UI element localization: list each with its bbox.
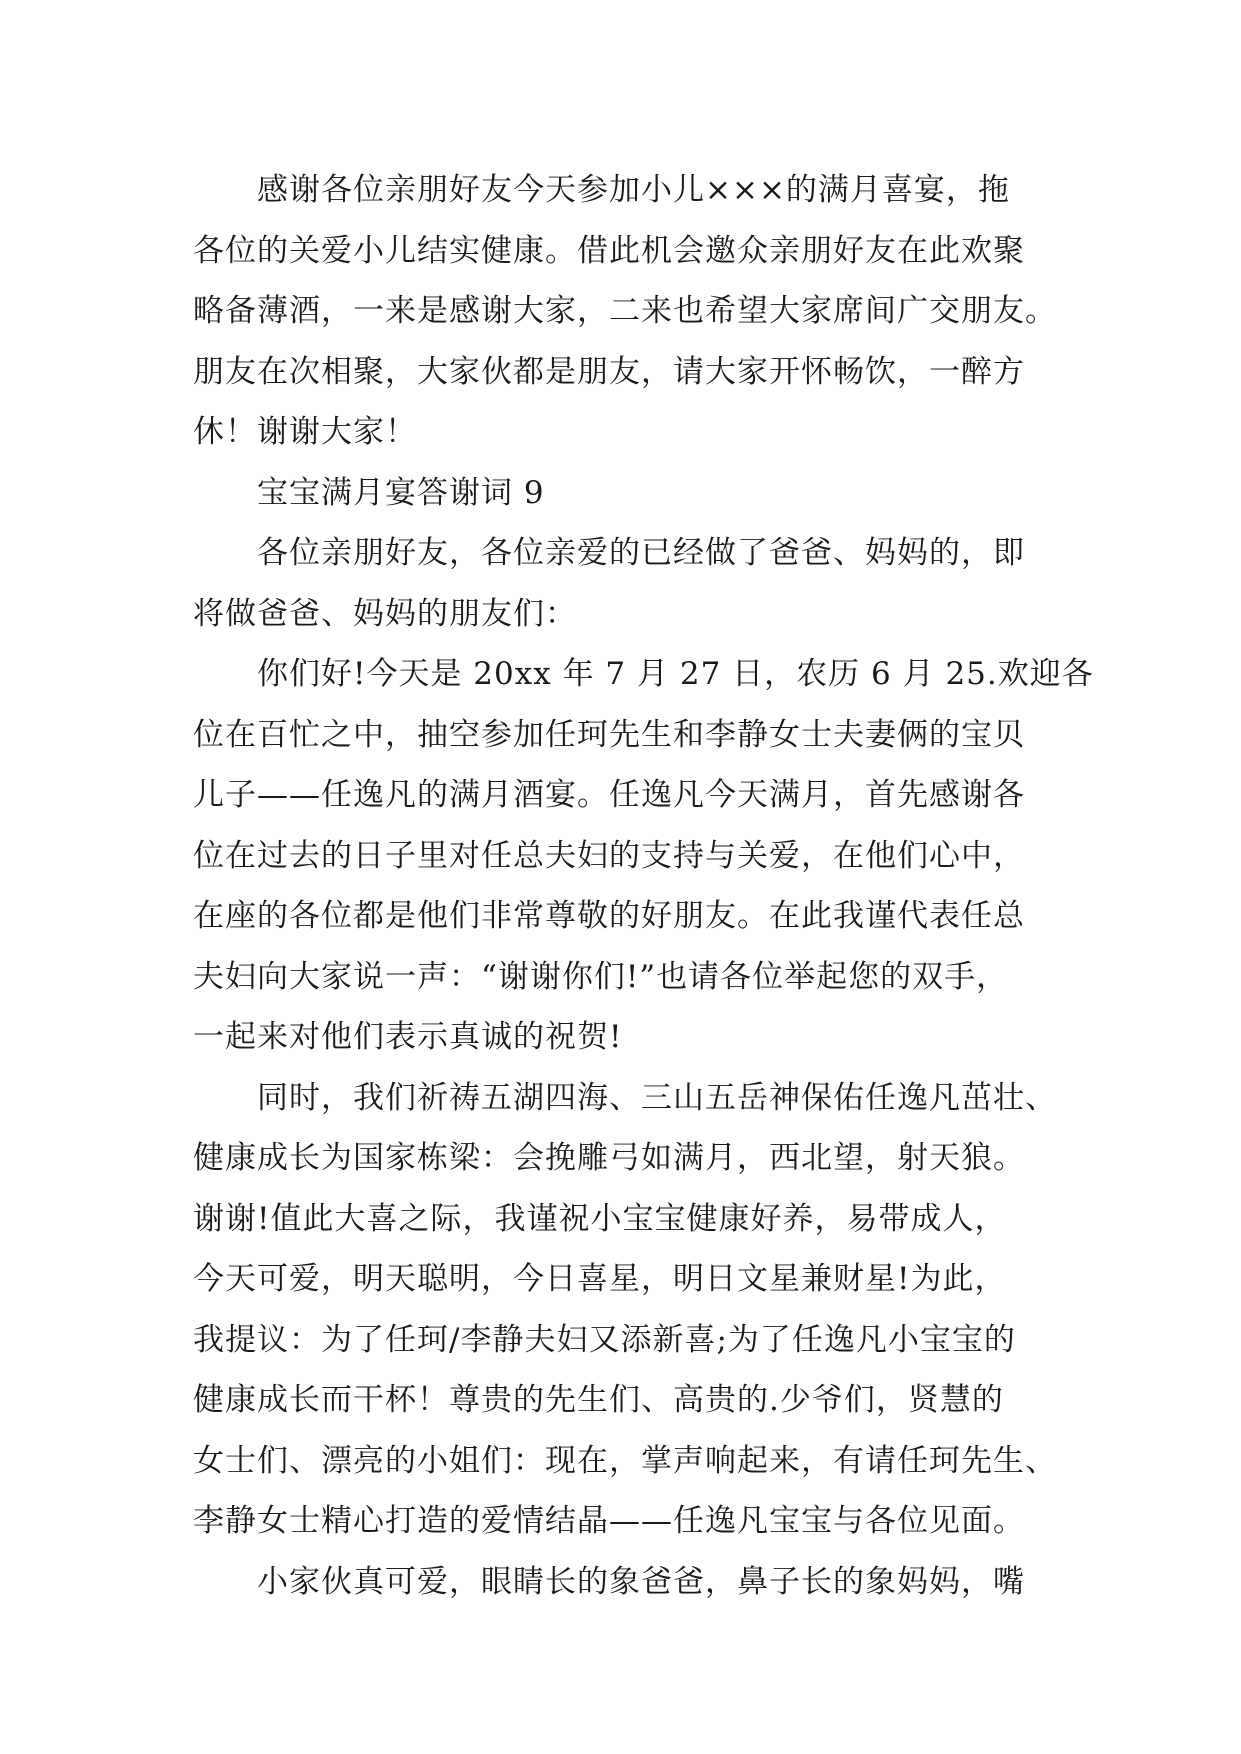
text-line: 你们好!今天是 20xx 年 7 月 27 日，农历 6 月 25.欢迎各: [257, 656, 1094, 692]
text-line: 儿子——任逸凡的满月酒宴。任逸凡今天满月，首先感谢各: [193, 777, 1025, 813]
text-line: 女士们、漂亮的小姐们：现在，掌声响起来，有请任珂先生、: [193, 1442, 1057, 1479]
text-line: 略备薄酒，一来是感谢大家，二来也希望大家席间广交朋友。: [193, 293, 1057, 329]
text-line: 李静女士精心打造的爱情结晶——任逸凡宝宝与各位见面。: [193, 1503, 1025, 1539]
text-line: 朋友在次相聚，大家伙都是朋友，请大家开怀畅饮，一醉方: [193, 353, 1025, 390]
text-line: 宝宝满月宴答谢词 9: [257, 474, 545, 511]
text-line: 夫妇向大家说一声：“谢谢你们!”也请各位举起您的双手，: [193, 958, 1009, 995]
text-line: 我提议：为了任珂/李静夫妇又添新喜;为了任逸凡小宝宝的: [193, 1321, 1016, 1358]
text-line: 在座的各位都是他们非常尊敬的好朋友。在此我谨代表任总: [193, 898, 1025, 934]
text-line: 各位亲朋好友，各位亲爱的已经做了爸爸、妈妈的，即: [257, 535, 1025, 571]
text-line: 今天可爱，明天聪明，今日喜星，明日文星兼财星!为此，: [193, 1261, 1007, 1297]
text-line: 位在百忙之中，抽空参加任珂先生和李静女士夫妻俩的宝贝: [193, 716, 1025, 753]
text-line: 感谢各位亲朋好友今天参加小儿×××的满月喜宴，拖: [257, 172, 1010, 208]
text-line: 健康成长而干杯！尊贵的先生们、高贵的.少爷们，贤慧的: [193, 1382, 1004, 1418]
text-line: 同时，我们祈祷五湖四海、三山五岳神保佑任逸凡茁壮、: [257, 1079, 1057, 1116]
text-line: 各位的关爱小儿结实健康。借此机会邀众亲朋好友在此欢聚: [193, 232, 1025, 269]
text-line: 位在过去的日子里对任总夫妇的支持与关爱，在他们心中，: [193, 837, 1025, 874]
text-line: 小家伙真可爱，眼睛长的象爸爸，鼻子长的象妈妈，嘴: [257, 1563, 1025, 1600]
text-line: 一起来对他们表示真诚的祝贺!: [193, 1019, 623, 1055]
text-line: 谢谢!值此大喜之际，我谨祝小宝宝健康好养，易带成人，: [193, 1200, 1007, 1237]
text-line: 健康成长为国家栋梁：会挽雕弓如满月，西北望，射天狼。: [193, 1140, 1025, 1176]
text-line: 休！谢谢大家！: [193, 414, 417, 450]
document-body: [193, 160, 1094, 1612]
text-line: 将做爸爸、妈妈的朋友们：: [193, 595, 577, 632]
